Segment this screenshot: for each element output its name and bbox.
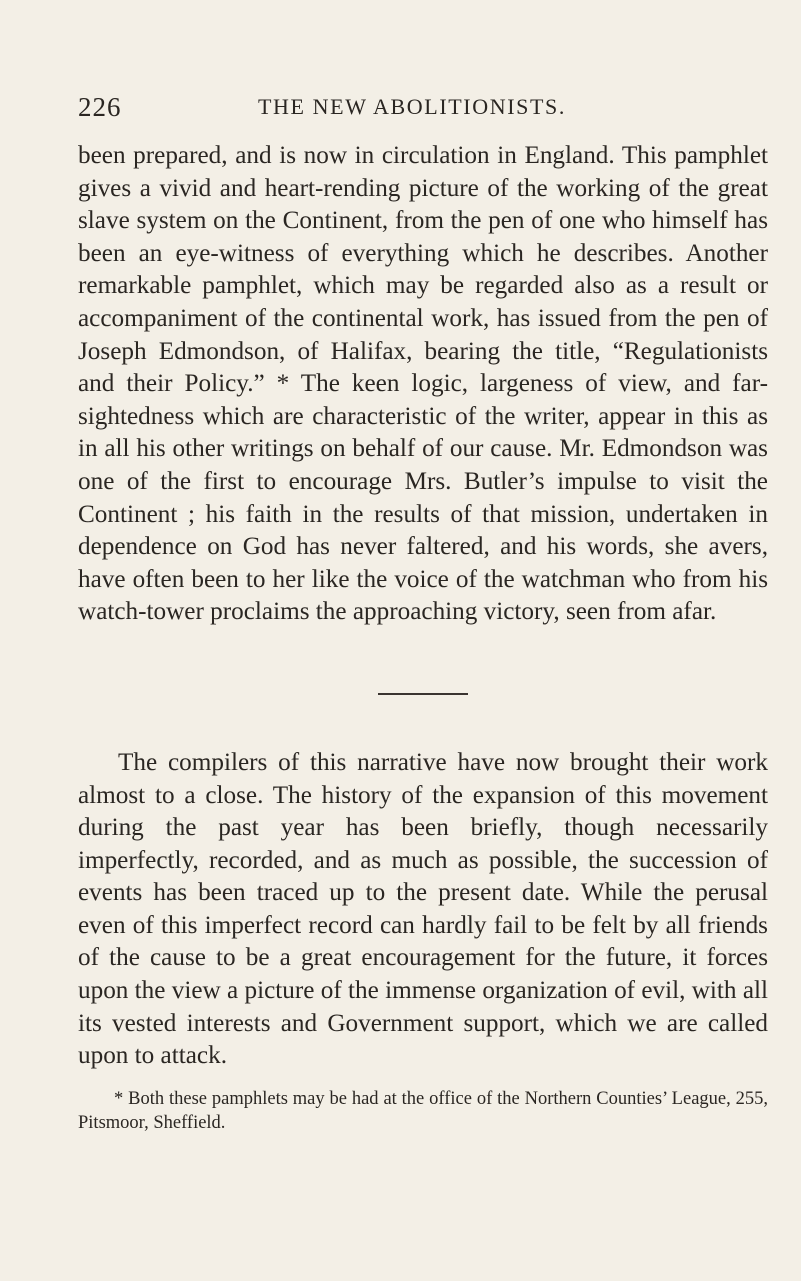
page-number: 226 — [78, 92, 122, 122]
book-page — [78, 92, 768, 1135]
body-paragraph-1: been prepared, and is now in circulation in England. This pamphlet gives a vivid and heart-rending picture of the working of the great slave system on the Continent, from the pen of one who himself has been an eye-witness of everything which he describes. Another remarkable pamphlet, which may be regarded also as a result or accompaniment of the continental work, has issued from the pen of Joseph Edmondson, of Halifax, bearing the title, “Regulationists and their Policy.” * The keen logic, largeness of view, and far-sightedness which are characteristic of the writer, appear in this as in all his other writings on behalf of our cause. Mr. Edmondson was one of the first to encourage Mrs. Butler’s impulse to visit the Continent ; his faith in the results of that mission, undertaken in dependence on God has never faltered, and his words, she avers, have often been to her like the voice of the watchman who from his watch-tower proclaims the approaching victory, seen from afar. — [78, 142, 768, 626]
running-title: THE NEW ABOLITIONISTS. — [258, 94, 566, 119]
running-header — [78, 92, 768, 132]
footnote: * Both these pamphlets may be had at the office of the Northern Counties’ League, 255, Pitsmoor, Sheffield. — [78, 1088, 768, 1133]
body-paragraph-2: The compilers of this narrative have now brought their work almost to a close. The history of the expansion of this movement during the past year has been briefly, though necessarily imperfectly, recorded, and as much as possible, the succession of events has been traced up to the present date. While the perusal even of this imperfect record can hardly fail to be felt by all friends of the cause to be a great encouragement for the future, it forces upon the view a picture of the immense organization of evil, with all its vested interests and Government support, which we are called upon to attack. — [78, 748, 768, 1070]
section-divider — [378, 693, 468, 695]
